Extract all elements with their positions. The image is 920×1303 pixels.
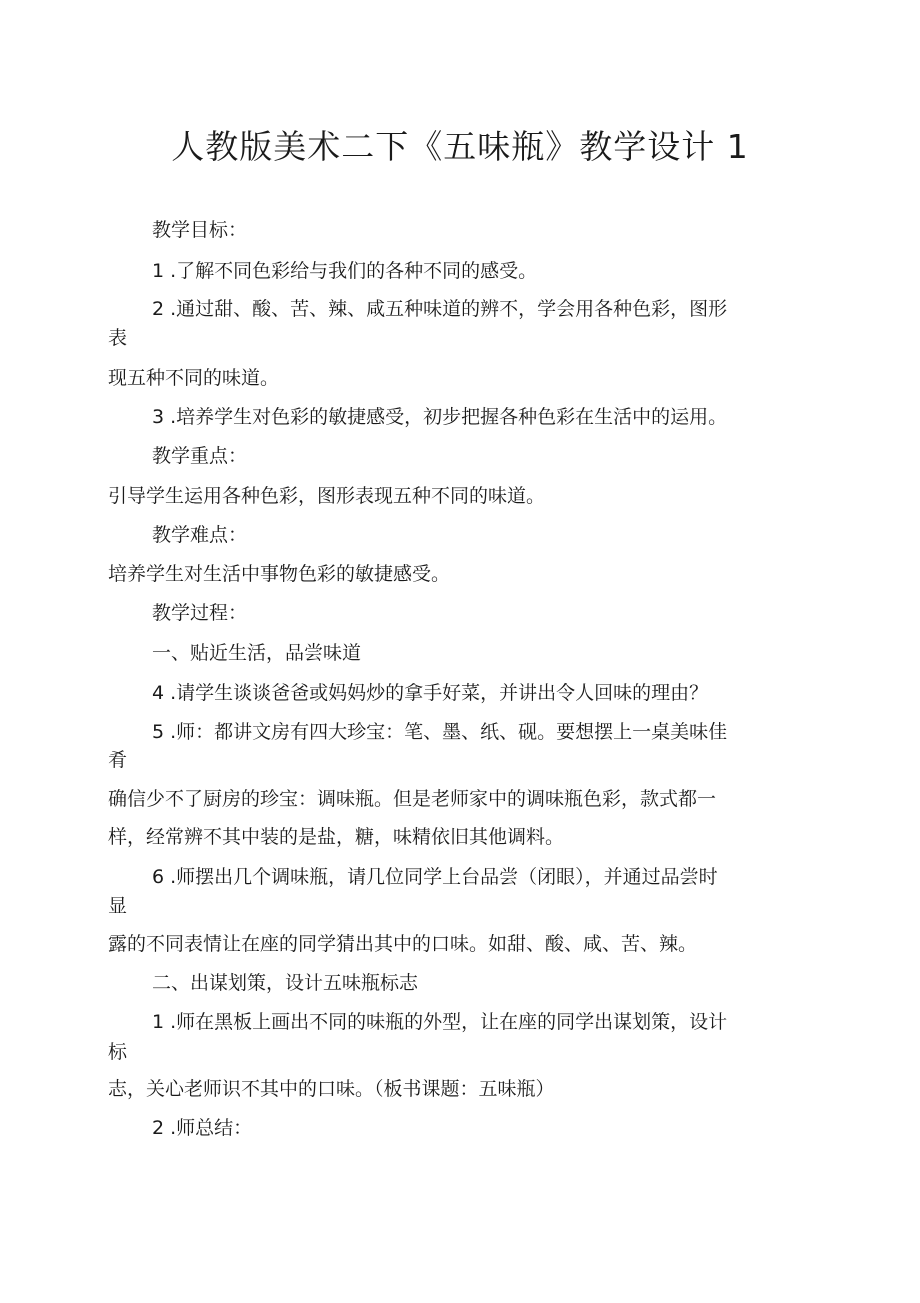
section-heading-key-points: 教学重点： xyxy=(152,445,248,467)
document-title: 人教版美术二下《五味瓶》教学设计 1 xyxy=(171,127,749,166)
paragraph-line: 6 .师摆出几个调味瓶，请几位同学上台品尝（闭眼），并通过品尝时 xyxy=(152,866,718,888)
subsection-heading: 二、出谋划策，设计五味瓶标志 xyxy=(152,972,419,994)
section-heading-process: 教学过程： xyxy=(152,602,248,624)
paragraph-line: 1 .了解不同色彩给与我们的各种不同的感受。 xyxy=(152,260,538,282)
section-heading-goals: 教学目标： xyxy=(152,219,248,241)
paragraph-line: 露的不同表情让在座的同学猜出其中的口味。如甜、酸、咸、苦、辣。 xyxy=(108,933,698,955)
paragraph-line: 培养学生对生活中事物色彩的敏捷感受。 xyxy=(108,563,451,585)
paragraph-line: 2 .通过甜、酸、苦、辣、咸五种味道的辨不，学会用各种色彩，图形 xyxy=(152,298,728,320)
paragraph-line: 现五种不同的味道。 xyxy=(108,367,280,389)
paragraph-line-wrap: 表 xyxy=(108,327,128,349)
paragraph-line: 样，经常辨不其中装的是盐，糖，味精依旧其他调料。 xyxy=(108,826,565,848)
paragraph-line-wrap: 标 xyxy=(108,1041,128,1063)
paragraph-line: 2 .师总结： xyxy=(152,1117,253,1139)
subsection-heading: 一、贴近生活，品尝味道 xyxy=(152,642,362,664)
section-heading-difficulties: 教学难点： xyxy=(152,524,248,546)
paragraph-line: 1 .师在黑板上画出不同的味瓶的外型，让在座的同学出谋划策，设计 xyxy=(152,1011,728,1033)
paragraph-line: 确信少不了厨房的珍宝：调味瓶。但是老师家中的调味瓶色彩，款式都一 xyxy=(108,788,717,810)
paragraph-line: 5 .师：都讲文房有四大珍宝：笔、墨、纸、砚。要想摆上一桌美味佳 xyxy=(152,721,728,743)
paragraph-line: 志，关心老师识不其中的口味。（板书课题：五味瓶） xyxy=(108,1078,555,1100)
paragraph-line: 4 .请学生谈谈爸爸或妈妈炒的拿手好菜，并讲出令人回味的理由？ xyxy=(152,682,709,704)
paragraph-line-wrap: 肴 xyxy=(108,749,128,771)
paragraph-line: 引导学生运用各种色彩，图形表现五种不同的味道。 xyxy=(108,485,546,507)
paragraph-line: 3 .培养学生对色彩的敏捷感受，初步把握各种色彩在生活中的运用。 xyxy=(152,406,728,428)
paragraph-line-wrap: 显 xyxy=(108,895,128,917)
